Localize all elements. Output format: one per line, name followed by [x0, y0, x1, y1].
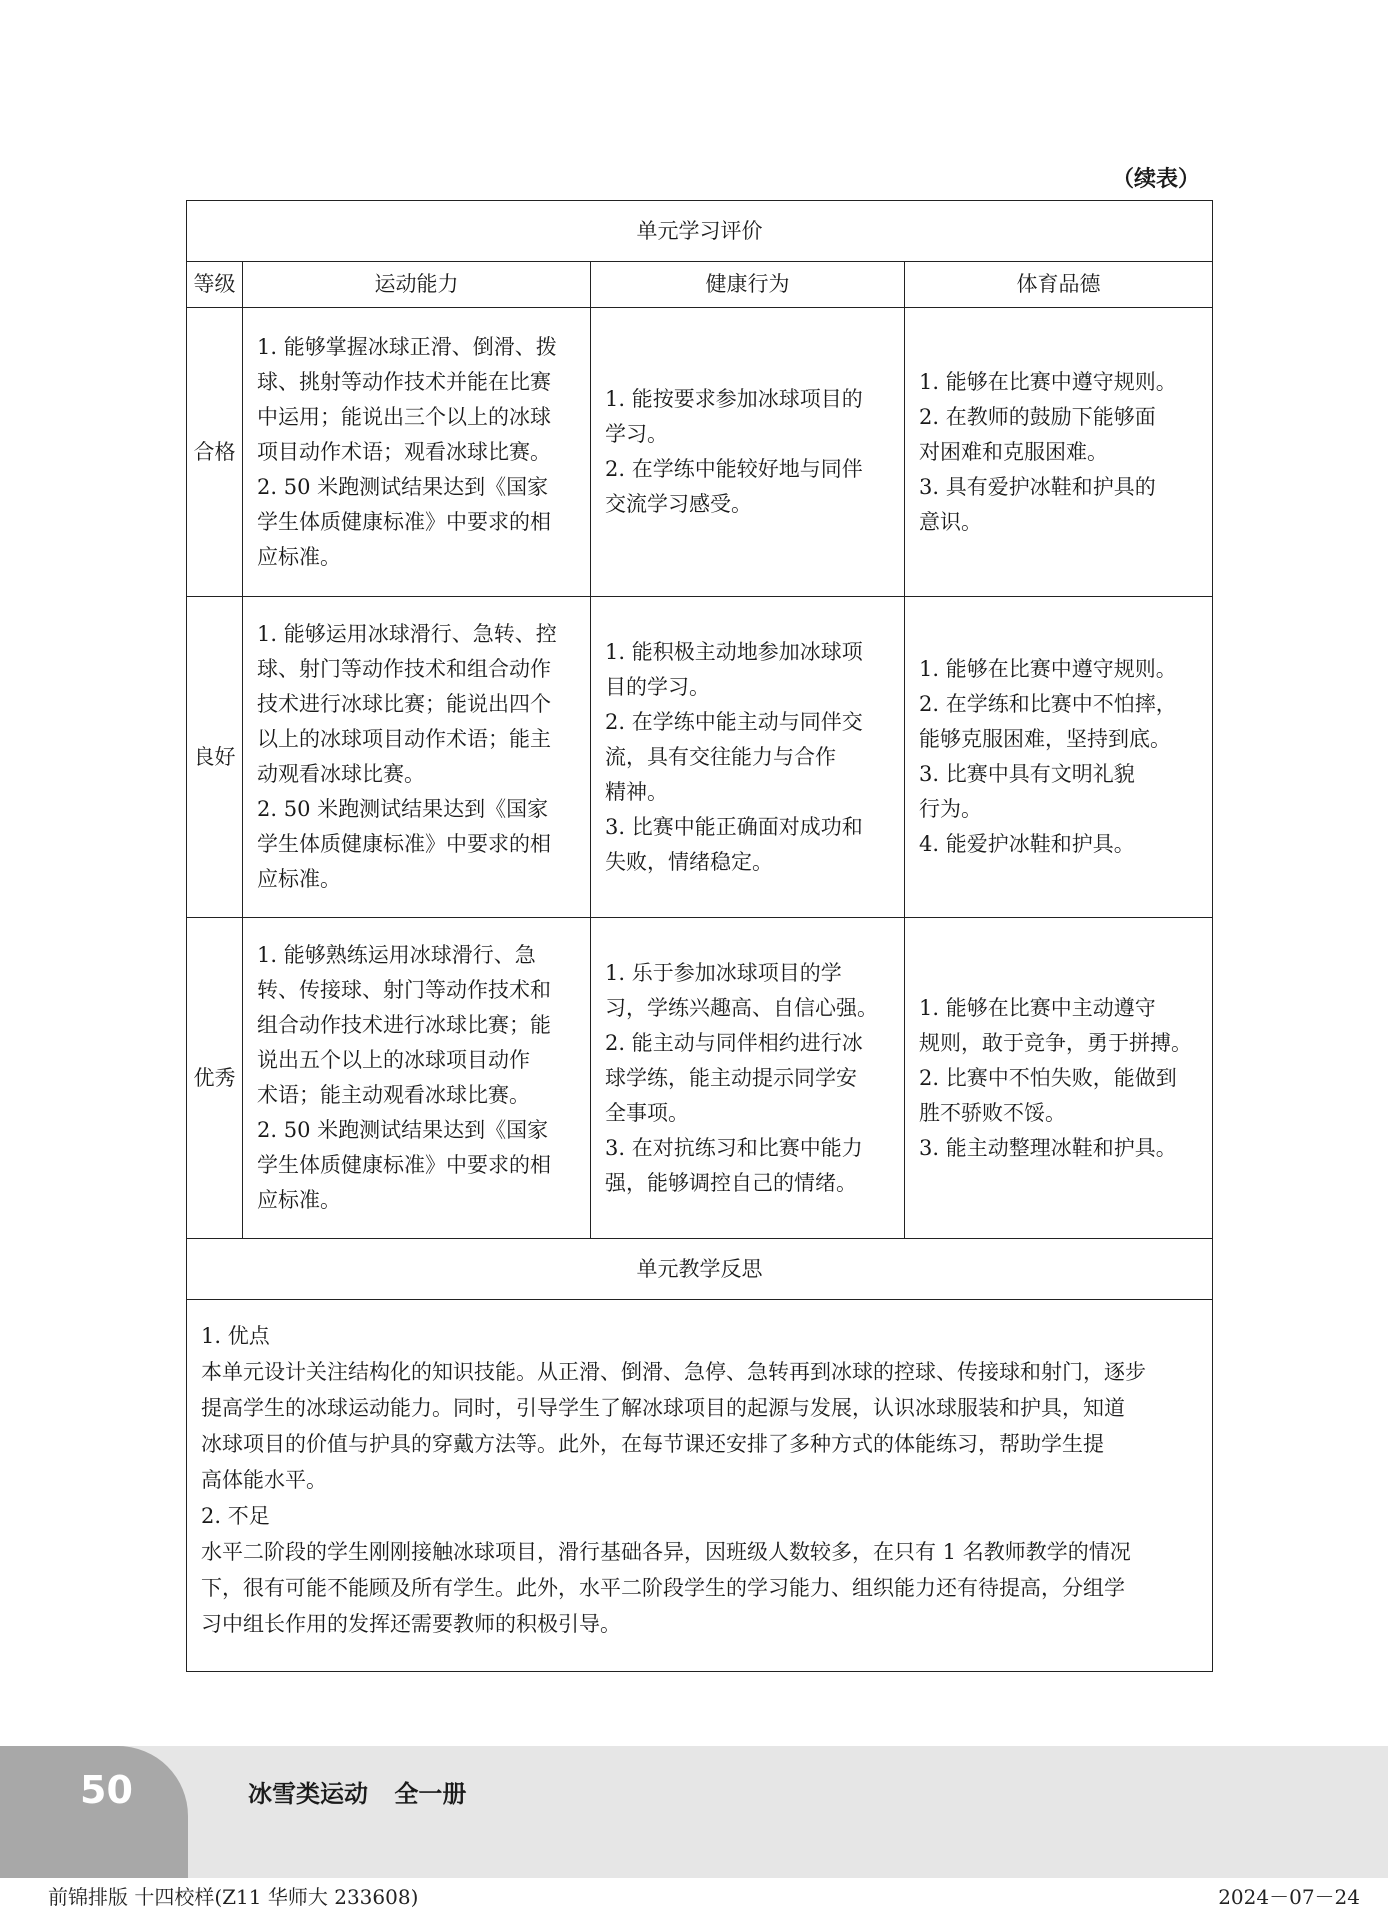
cell-line: 能够克服困难，坚持到底。 — [919, 727, 1171, 751]
cell-line: 1. 能够掌握冰球正滑、倒滑、拨 — [257, 334, 557, 359]
cell-line: 3. 比赛中能正确面对成功和 — [605, 814, 863, 839]
header-grade: 等级 — [187, 262, 243, 308]
reflection-line: 习中组长作用的发挥还需要教师的积极引导。 — [201, 1612, 621, 1636]
cell-line: 项目动作术语；观看冰球比赛。 — [257, 439, 551, 464]
cell-line: 1. 能够运用冰球滑行、急转、控 — [257, 622, 557, 646]
page-number: 50 — [80, 1768, 133, 1812]
table-row — [187, 308, 1213, 597]
header-sports-ethics: 体育品德 — [905, 262, 1213, 308]
cell-line: 2. 比赛中不怕失败，能做到 — [919, 1065, 1177, 1090]
reflection-line: 水平二阶段的学生刚刚接触冰球项目，滑行基础各异，因班级人数较多，在只有 1 名教师教学的情况 — [201, 1540, 1131, 1564]
cell-line: 2. 50 米跑测试结果达到《国家 — [257, 797, 549, 821]
cell-line: 2. 50 米跑测试结果达到《国家 — [257, 474, 549, 499]
reflection-title: 单元教学反思 — [187, 1239, 1213, 1300]
cell-line: 学生体质健康标准》中要求的相 — [257, 832, 551, 856]
ethics-cell — [905, 918, 1213, 1239]
cell-line: 意识。 — [919, 509, 982, 534]
health-cell — [591, 918, 905, 1239]
cell-line: 对困难和克服困难。 — [919, 439, 1108, 464]
cell-line: 1. 能够在比赛中主动遵守 — [919, 995, 1156, 1020]
cell-line: 精神。 — [605, 779, 668, 804]
motor-cell — [243, 597, 591, 918]
cell-line: 组合动作技术进行冰球比赛；能 — [257, 1013, 551, 1037]
reflection-line: 下，很有可能不能顾及所有学生。此外，水平二阶段学生的学习能力、组织能力还有待提高，分组学 — [201, 1576, 1125, 1600]
cell-line: 学习。 — [605, 422, 668, 446]
reflection-row — [187, 1300, 1213, 1672]
cell-line: 1. 能够在比赛中遵守规则。 — [919, 657, 1177, 681]
cell-line: 2. 能主动与同伴相约进行冰 — [605, 1030, 863, 1055]
reflection-line: 高体能水平。 — [201, 1468, 327, 1492]
cell-line: 2. 在学练中能主动与同伴交 — [605, 709, 863, 734]
cell-line: 1. 能够熟练运用冰球滑行、急 — [257, 943, 536, 967]
reflection-line: 冰球项目的价值与护具的穿戴方法等。此外，在每节课还安排了多种方式的体能练习，帮助学生提 — [201, 1432, 1104, 1456]
cell-line: 转、传接球、射门等动作技术和 — [257, 978, 551, 1002]
table-title: 单元学习评价 — [187, 201, 1213, 262]
cell-line: 应标准。 — [257, 1188, 341, 1212]
reflection-line: 1. 优点 — [201, 1324, 270, 1348]
cell-line: 3. 能主动整理冰鞋和护具。 — [919, 1135, 1177, 1160]
cell-line: 学生体质健康标准》中要求的相 — [257, 509, 551, 534]
cell-line: 3. 具有爱护冰鞋和护具的 — [919, 474, 1156, 499]
cell-line: 1. 能积极主动地参加冰球项 — [605, 639, 863, 664]
cell-line: 应标准。 — [257, 544, 341, 569]
cell-line: 球学练，能主动提示同学安 — [605, 1065, 857, 1090]
table-title-row — [187, 201, 1213, 262]
cell-line: 技术进行冰球比赛；能说出四个 — [257, 692, 551, 716]
cell-line: 习，学练兴趣高、自信心强。 — [605, 995, 878, 1020]
ethics-cell — [905, 308, 1213, 597]
health-cell — [591, 308, 905, 597]
header-motor-ability: 运动能力 — [243, 262, 591, 308]
cell-line: 动观看冰球比赛。 — [257, 762, 425, 786]
cell-line: 3. 比赛中具有文明礼貌 — [919, 762, 1135, 786]
cell-line: 强，能够调控自己的情绪。 — [605, 1170, 857, 1195]
footer-bar — [0, 1746, 1388, 1878]
reflection-line: 提高学生的冰球运动能力。同时，引导学生了解冰球项目的起源与发展，认识冰球服装和护具，知道 — [201, 1396, 1125, 1420]
print-date: 2024－07－24 — [1218, 1885, 1360, 1909]
cell-line: 失败，情绪稳定。 — [605, 849, 773, 874]
cell-line: 说出五个以上的冰球项目动作 — [257, 1048, 530, 1072]
motor-cell — [243, 308, 591, 597]
evaluation-table — [186, 200, 1213, 1672]
book-title: 冰雪类运动 全一册 — [248, 1780, 467, 1808]
cell-line: 2. 在学练中能较好地与同伴 — [605, 457, 863, 481]
cell-line: 1. 能按要求参加冰球项目的 — [605, 387, 863, 411]
cell-line: 中运用；能说出三个以上的冰球 — [257, 404, 551, 429]
cell-line: 球、挑射等动作技术并能在比赛 — [257, 369, 551, 394]
reflection-line: 2. 不足 — [201, 1504, 270, 1528]
cell-line: 学生体质健康标准》中要求的相 — [257, 1153, 551, 1177]
cell-line: 全事项。 — [605, 1100, 689, 1125]
cell-line: 流，具有交往能力与合作 — [605, 744, 836, 769]
grade-label: 良好 — [187, 597, 243, 918]
reflection-line: 本单元设计关注结构化的知识技能。从正滑、倒滑、急停、急转再到冰球的控球、传接球和射门，逐步 — [201, 1360, 1146, 1384]
cell-line: 应标准。 — [257, 867, 341, 891]
cell-line: 2. 在学练和比赛中不怕摔， — [919, 692, 1177, 716]
table-row — [187, 597, 1213, 918]
cell-line: 行为。 — [919, 797, 982, 821]
reflection-title-row — [187, 1239, 1213, 1300]
table-row — [187, 918, 1213, 1239]
cell-line: 1. 乐于参加冰球项目的学 — [605, 960, 842, 985]
cell-line: 术语；能主动观看冰球比赛。 — [257, 1083, 530, 1107]
motor-cell — [243, 918, 591, 1239]
continued-label: （续表） — [1111, 167, 1200, 192]
cell-line: 交流学习感受。 — [605, 492, 752, 516]
cell-line: 目的学习。 — [605, 674, 710, 699]
cell-line: 球、射门等动作技术和组合动作 — [257, 657, 551, 681]
cell-line: 胜不骄败不馁。 — [919, 1100, 1066, 1125]
health-cell — [591, 597, 905, 918]
cell-line: 2. 在教师的鼓励下能够面 — [919, 404, 1156, 429]
cell-line: 2. 50 米跑测试结果达到《国家 — [257, 1118, 549, 1142]
cell-line: 规则，敢于竞争，勇于拼搏。 — [919, 1030, 1192, 1055]
cell-line: 1. 能够在比赛中遵守规则。 — [919, 369, 1177, 394]
ethics-cell — [905, 597, 1213, 918]
grade-label: 合格 — [187, 308, 243, 597]
header-health-behavior: 健康行为 — [591, 262, 905, 308]
cell-line: 3. 在对抗练习和比赛中能力 — [605, 1135, 863, 1160]
grade-label: 优秀 — [187, 918, 243, 1239]
print-info: 前锦排版 十四校样(Z11 华师大 233608) — [48, 1885, 419, 1909]
cell-line: 以上的冰球项目动作术语；能主 — [257, 727, 551, 751]
reflection-body — [187, 1300, 1213, 1672]
table-header-row — [187, 262, 1213, 308]
cell-line: 4. 能爱护冰鞋和护具。 — [919, 832, 1135, 856]
